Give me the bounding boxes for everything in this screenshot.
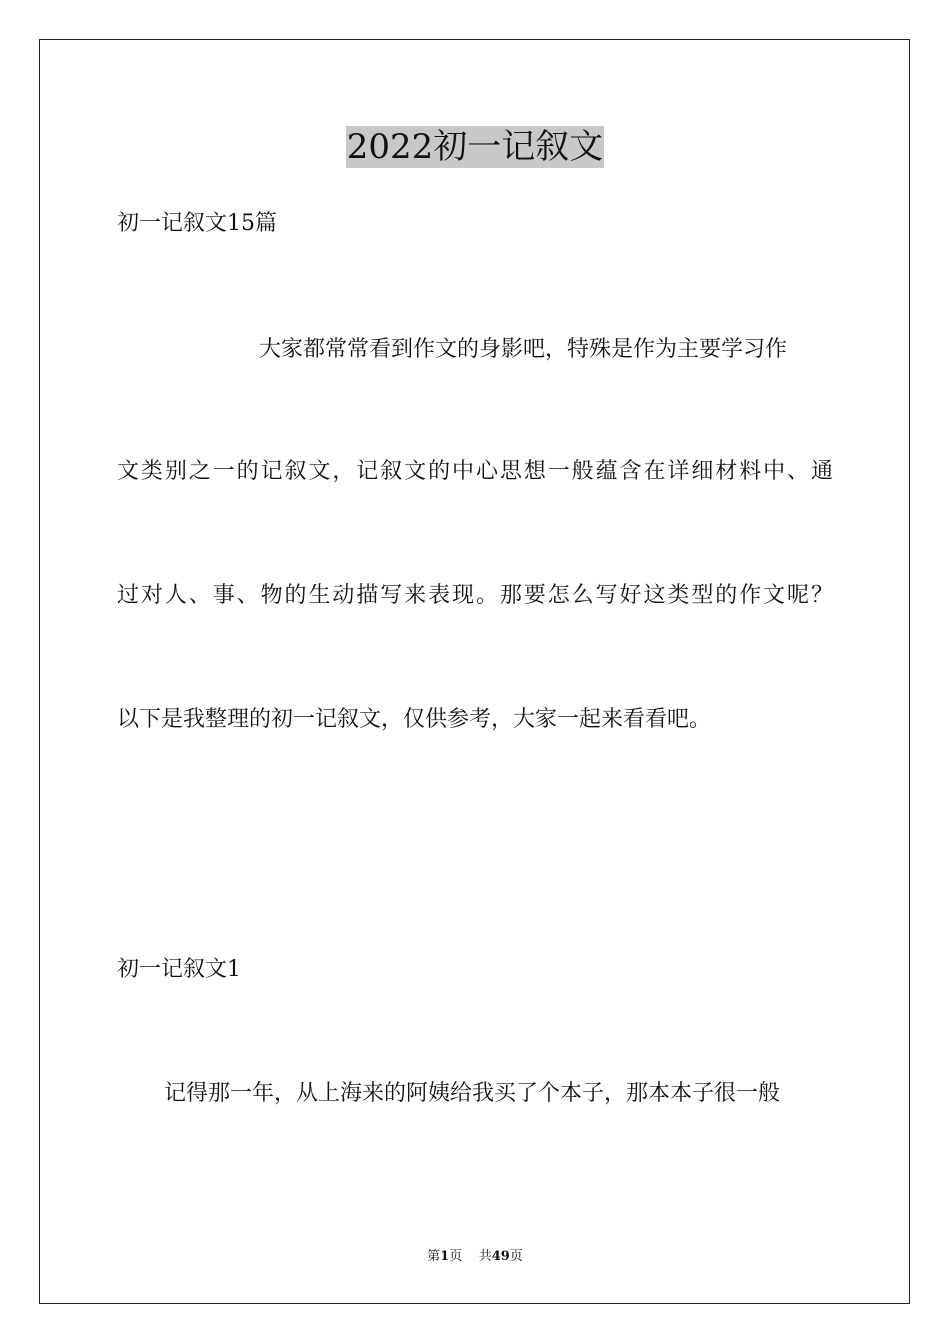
intro-line-4: 以下是我整理的初一记叙文，仅供参考，大家一起来看看吧。 bbox=[117, 707, 712, 732]
footer-total-prefix: 共 bbox=[478, 1249, 492, 1264]
intro-line-2: 文类别之一的记叙文，记叙文的中心思想一般蕴含在详细材料中、通 bbox=[117, 459, 833, 484]
intro-line-1: 大家都常常看到作文的身影吧，特殊是作为主要学习作 bbox=[259, 337, 788, 362]
intro-line-3: 过对人、事、物的生动描写来表现。那要怎么写好这类型的作文呢？ bbox=[117, 583, 833, 608]
section-first-line: 记得那一年，从上海来的阿姨给我买了个本子，那本本子很一般 bbox=[164, 1081, 781, 1106]
section-heading: 初一记叙文1 bbox=[117, 957, 241, 982]
document-title: 2022初一记叙文 bbox=[346, 127, 604, 167]
footer-page-current: 1 bbox=[440, 1249, 450, 1264]
title-container bbox=[0, 126, 950, 168]
document-subtitle: 初一记叙文15篇 bbox=[117, 211, 277, 236]
footer-page-prefix: 第 bbox=[427, 1249, 441, 1264]
page-footer bbox=[0, 1248, 950, 1266]
footer-page-total: 49 bbox=[491, 1249, 510, 1264]
footer-page-unit: 页 bbox=[449, 1249, 463, 1264]
footer-total-unit: 页 bbox=[509, 1249, 523, 1264]
